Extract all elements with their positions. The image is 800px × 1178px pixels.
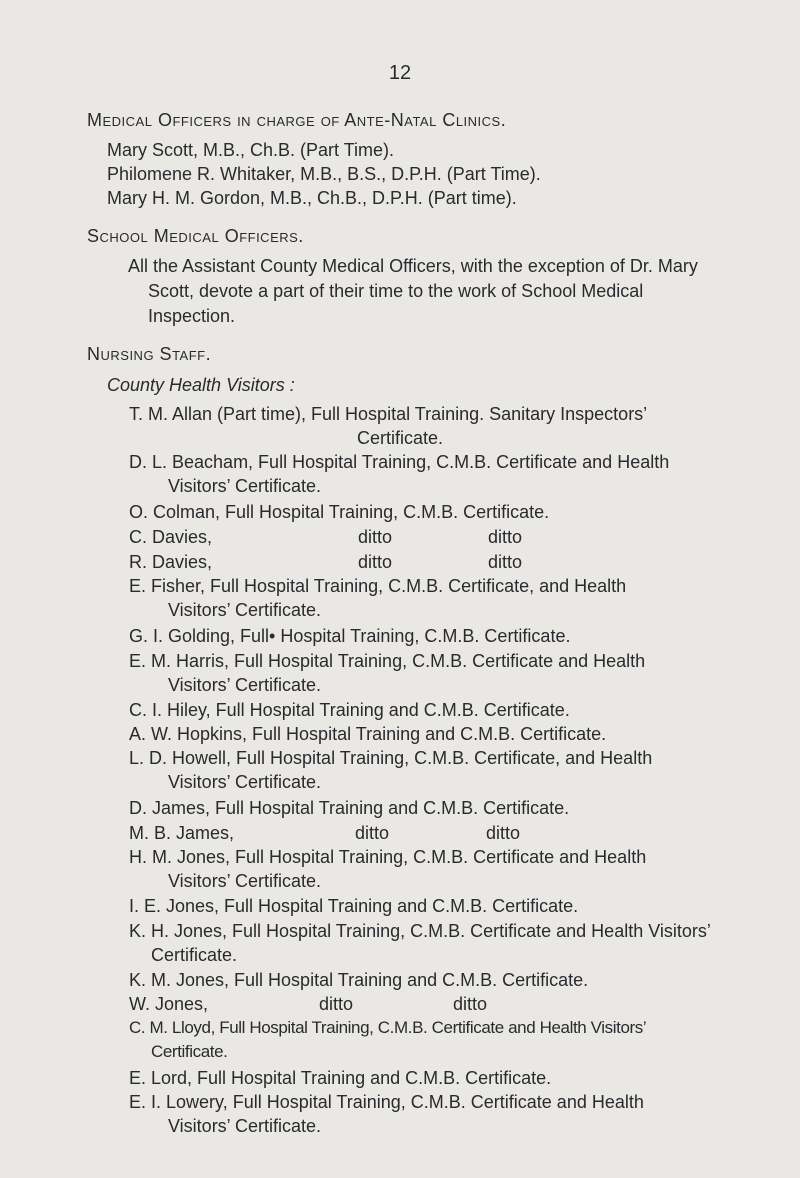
staff-entry-text: C. I. Hiley, Full Hospital Training and C.M.B. Certificate.: [129, 700, 570, 720]
staff-entry: [129, 746, 652, 794]
ditto-mark: ditto: [486, 823, 521, 843]
staff-entry-text: L. D. Howell, Full Hospital Training, C.M.B. Certificate, and Health: [129, 748, 653, 768]
staff-entry: [129, 450, 669, 498]
staff-entry-continuation: Visitors’ Certificate.: [168, 476, 322, 496]
staff-entry: [129, 500, 549, 524]
staff-entry: [129, 796, 569, 820]
staff-entry-ditto: [129, 992, 729, 1016]
staff-entry: [129, 649, 645, 697]
staff-entry: [129, 968, 588, 992]
staff-entry: [129, 624, 570, 648]
staff-entry: [129, 1066, 551, 1090]
ditto-mark: ditto: [319, 994, 354, 1014]
staff-entry-text: C. M. Lloyd, Full Hospital Training, C.M.B. Certificate and Health Visitors’: [129, 1018, 647, 1037]
antenatal-officer-line: Mary Scott, M.B., Ch.B. (Part Time).: [107, 140, 395, 160]
staff-entry-continuation: Visitors’ Certificate.: [168, 871, 322, 891]
ditto-mark: ditto: [358, 552, 393, 572]
staff-entry-ditto: [129, 821, 729, 845]
staff-entry: [129, 1090, 644, 1138]
staff-entry-continuation: Certificate.: [357, 428, 444, 448]
antenatal-officer-line: Philomene R. Whitaker, M.B., B.S., D.P.H. (Part Time).: [107, 164, 541, 184]
staff-entry: [129, 722, 606, 746]
school-paragraph: [128, 254, 758, 329]
staff-entry-name: C. Davies,: [129, 527, 213, 547]
ditto-mark: ditto: [355, 823, 390, 843]
staff-entry-text: E. Fisher, Full Hospital Training, C.M.B. Certificate, and Health: [129, 576, 627, 596]
school-paragraph-line: Inspection.: [148, 306, 236, 326]
staff-entry-text: E. I. Lowery, Full Hospital Training, C.M.B. Certificate and Health: [129, 1092, 644, 1112]
staff-entry-name: R. Davies,: [129, 552, 213, 572]
staff-entry-text: K. H. Jones, Full Hospital Training, C.M.B. Certificate and Health Visitors’: [129, 921, 711, 941]
staff-entry: [129, 574, 626, 622]
staff-entry-text: E. M. Harris, Full Hospital Training, C.M.B. Certificate and Health: [129, 651, 646, 671]
staff-entry-text: A. W. Hopkins, Full Hospital Training and C.M.B. Certificate.: [129, 724, 607, 744]
staff-entry-name: W. Jones,: [129, 994, 209, 1014]
staff-entry: [129, 698, 570, 722]
ditto-mark: ditto: [488, 527, 523, 547]
staff-entry: [129, 402, 647, 450]
school-paragraph-line: Scott, devote a part of their time to the work of School Medical: [148, 281, 644, 301]
staff-entry-text: K. M. Jones, Full Hospital Training and C.M.B. Certificate.: [129, 970, 589, 990]
health-visitors-subheading: County Health Visitors :: [107, 375, 295, 395]
staff-entry-continuation: Certificate.: [151, 945, 238, 965]
staff-entry-text: D. James, Full Hospital Training and C.M.B. Certificate.: [129, 798, 570, 818]
staff-entry: [129, 919, 711, 967]
antenatal-officer-line: Mary H. M. Gordon, M.B., Ch.B., D.P.H. (Part time).: [107, 188, 517, 208]
antenatal-heading: Medical Officers in charge of Ante-Natal Clinics.: [87, 110, 507, 130]
staff-entry-text: O. Colman, Full Hospital Training, C.M.B. Certificate.: [129, 502, 550, 522]
staff-entry-ditto: [129, 525, 729, 549]
staff-entry: [129, 894, 578, 918]
ditto-mark: ditto: [358, 527, 393, 547]
staff-entry-name: M. B. James,: [129, 823, 235, 843]
staff-entry-continuation: Visitors’ Certificate.: [168, 675, 322, 695]
staff-entry-text: E. Lord, Full Hospital Training and C.M.B. Certificate.: [129, 1068, 552, 1088]
staff-entry-ditto: [129, 550, 729, 574]
ditto-mark: ditto: [453, 994, 488, 1014]
staff-entry-continuation: Visitors’ Certificate.: [168, 1116, 322, 1136]
staff-entry-text: T. M. Allan (Part time), Full Hospital Training. Sanitary Inspectors’: [129, 404, 648, 424]
staff-entry-text: G. I. Golding, Full• Hospital Training, C.M.B. Certificate.: [129, 626, 571, 646]
staff-entry: [129, 845, 646, 893]
staff-entry-text: H. M. Jones, Full Hospital Training, C.M.B. Certificate and Health: [129, 847, 647, 867]
school-paragraph-line: All the Assistant County Medical Officers, with the exception of Dr. Mary: [128, 256, 698, 276]
school-heading: School Medical Officers.: [87, 226, 304, 246]
staff-entry-text: D. L. Beacham, Full Hospital Training, C.M.B. Certificate and Health: [129, 452, 670, 472]
nursing-heading: Nursing Staff.: [87, 344, 212, 364]
staff-entry: [129, 1016, 646, 1064]
staff-entry-continuation: Visitors’ Certificate.: [168, 600, 322, 620]
ditto-mark: ditto: [488, 552, 523, 572]
staff-entry-continuation: Certificate.: [151, 1042, 228, 1061]
page-number: 12: [388, 62, 412, 84]
staff-entry-text: I. E. Jones, Full Hospital Training and C.M.B. Certificate.: [129, 896, 579, 916]
staff-entry-continuation: Visitors’ Certificate.: [168, 772, 322, 792]
